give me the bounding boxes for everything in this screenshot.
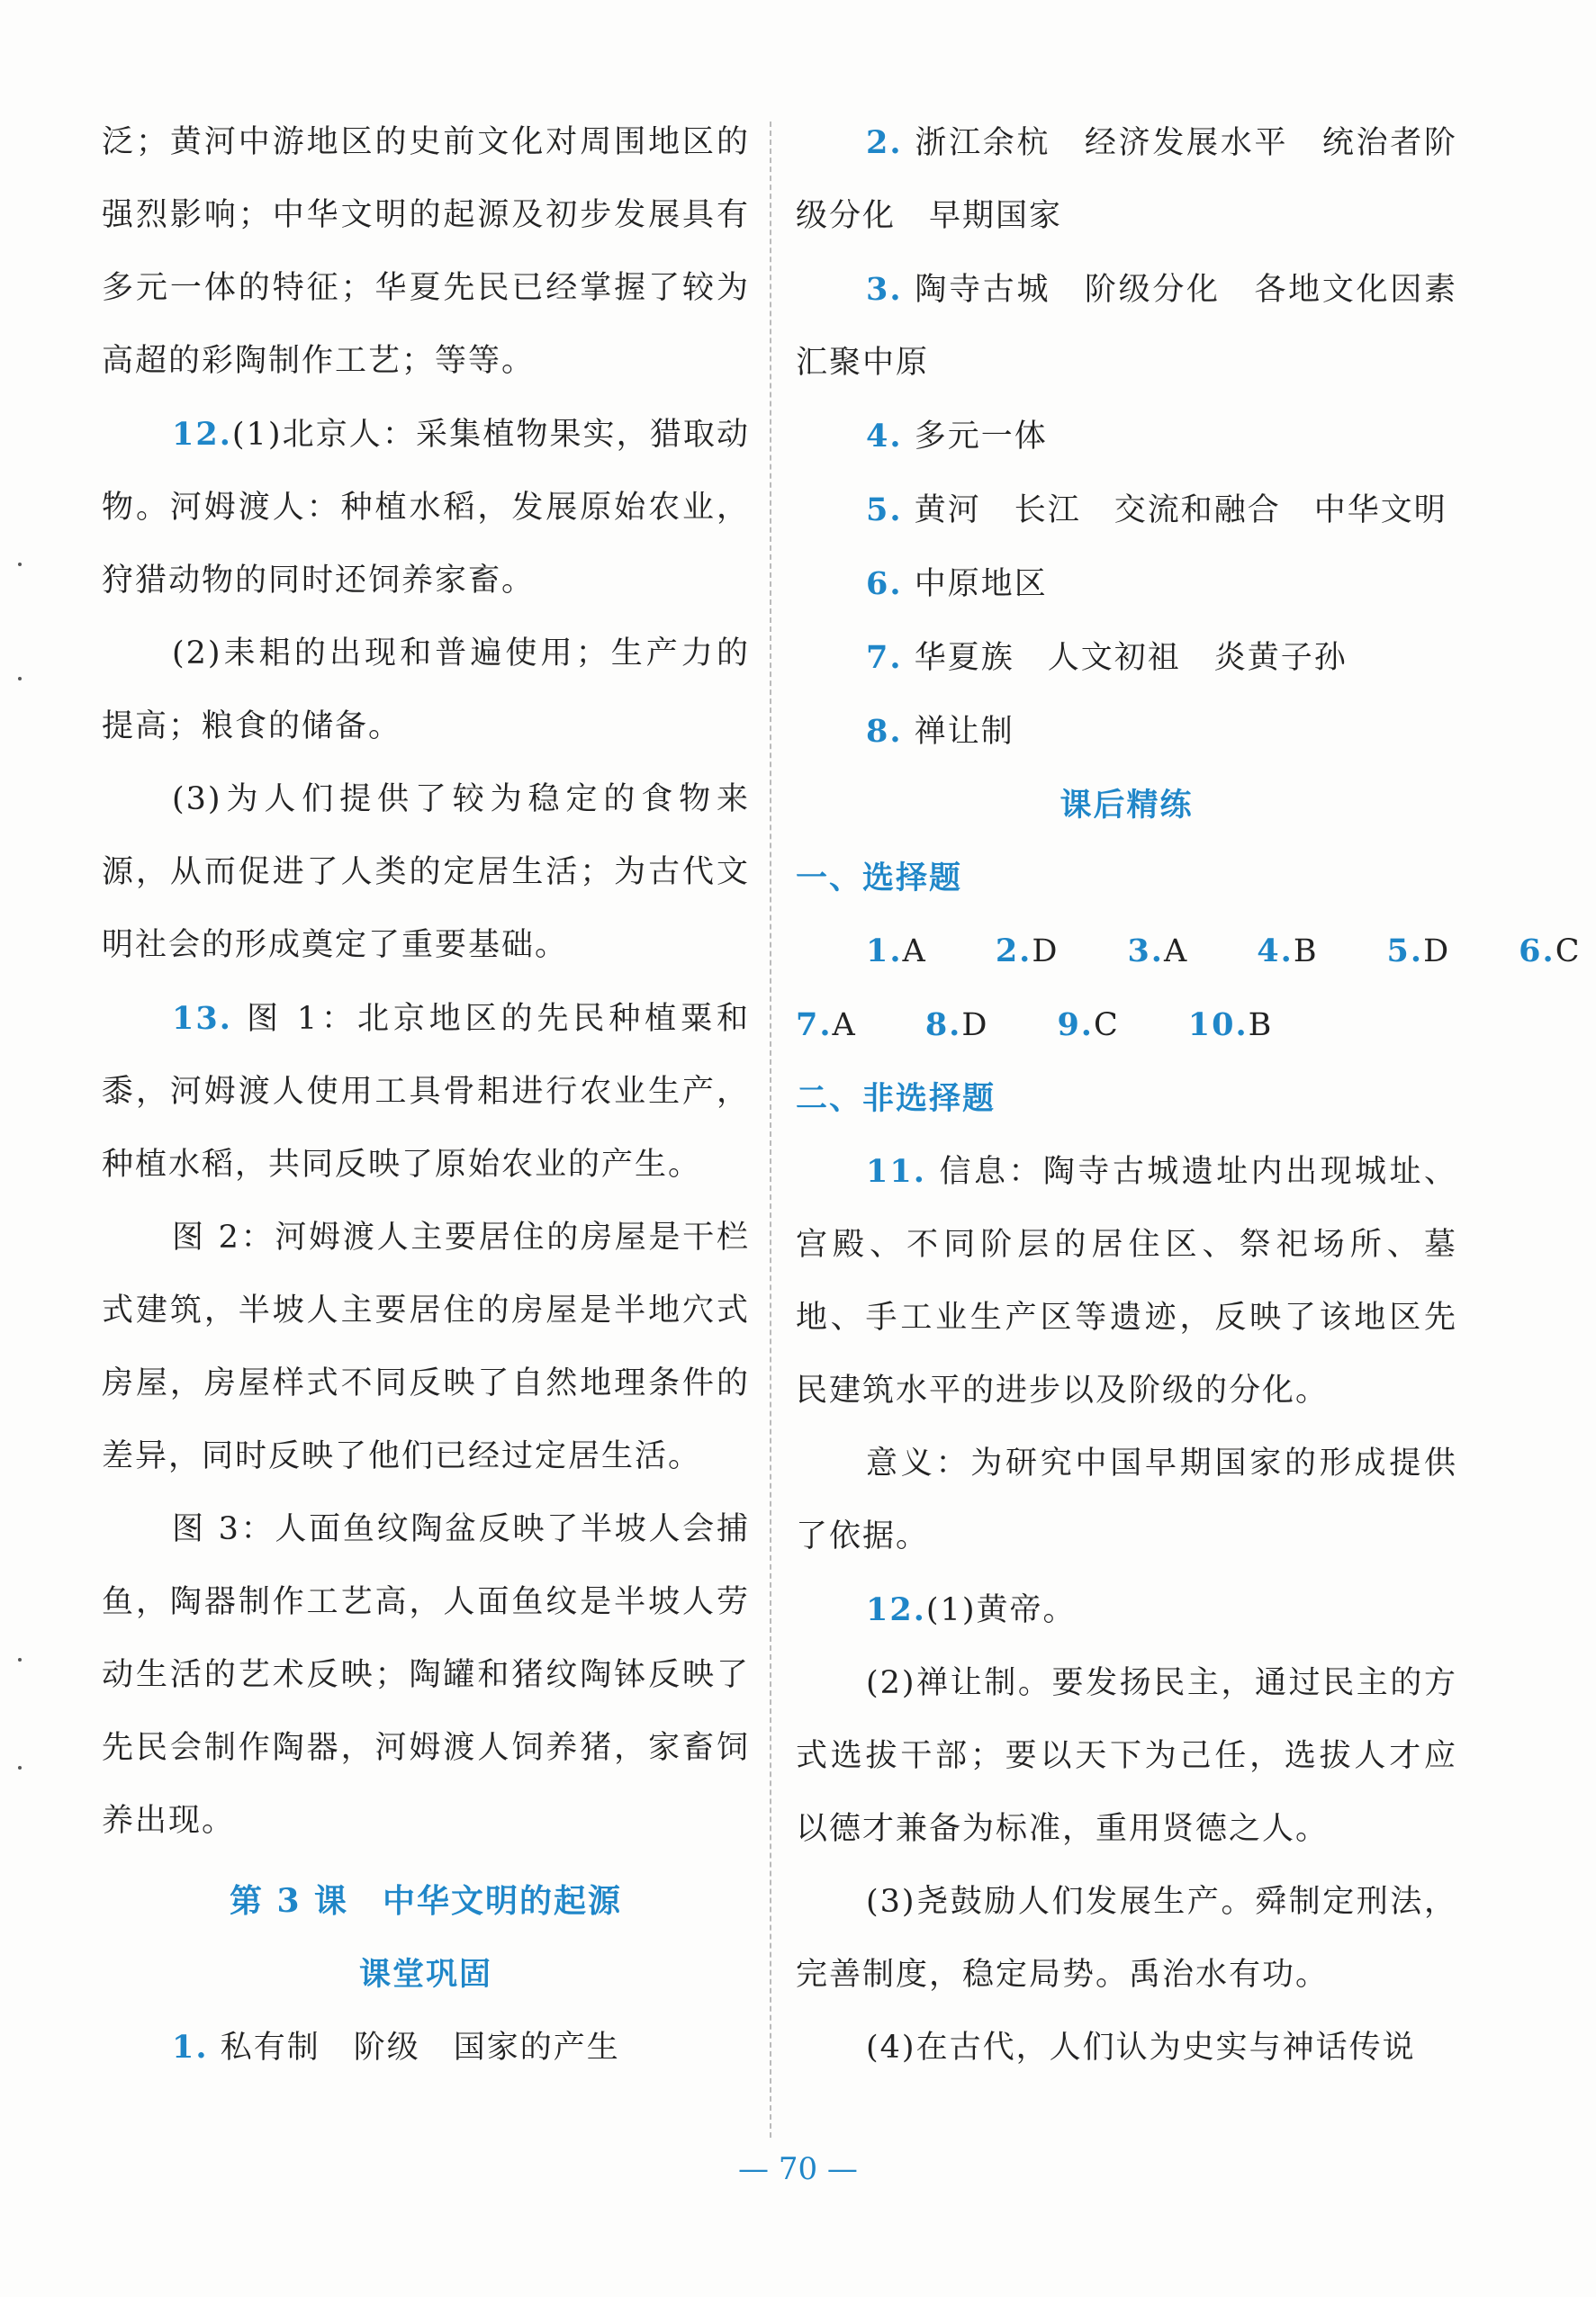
answer-item (102, 2011, 750, 2085)
choice-answer (1127, 933, 1222, 969)
choice-answer (1188, 1007, 1308, 1043)
answer-letter: D (1032, 933, 1059, 969)
answer-letter: A (1163, 933, 1189, 969)
answer-text: (4)在古代，人们认为史实与神话传说 (866, 2030, 1416, 2066)
choice-answers-row (796, 914, 1582, 988)
answer-item (796, 621, 1457, 695)
answer-text: 图 3：人面鱼纹陶盆反映了半坡人会捕鱼，陶器制作工艺高，人面鱼纹是半坡人劳动生活的艺术反映；陶罐和猪纹陶钵反映了先民会制作陶器，河姆渡人饲养猪，家畜饲养出现。 (102, 1511, 750, 1839)
page-number: — 70 — (738, 2151, 858, 2187)
answer-text: (2)禅让制。要发扬民主，通过民主的方式选拔干部；要以天下为己任，选拔人才应以德才兼备为标准，重用贤德之人。 (796, 1665, 1457, 1847)
answer-letter: B (1248, 1007, 1274, 1043)
question-number: 7. (866, 639, 903, 676)
answer-text: 浙江余杭 经济发展水平 统治者阶级分化 早期国家 (796, 125, 1457, 234)
column-divider (770, 122, 771, 2138)
question-number: 8. (866, 713, 903, 750)
choice-answer (1519, 933, 1596, 969)
margin-dot (18, 677, 22, 680)
question-number: 1. (172, 2029, 209, 2066)
choice-answer (1057, 1007, 1153, 1043)
answer-text: 多元一体 (914, 419, 1048, 455)
answer-text: 中原地区 (914, 566, 1048, 602)
answer-letter: B (1293, 933, 1319, 969)
answer-text: (1)黄帝。 (925, 1592, 1077, 1628)
answer-letter: A (832, 1007, 857, 1043)
nonchoice-heading: 二、非选择题 (796, 1080, 996, 1117)
choice-answer (866, 933, 961, 969)
choice-answer (796, 1007, 891, 1043)
answer-text: 图 2：河姆渡人主要居住的房屋是干栏式建筑，半坡人主要居住的房屋是半地穴式房屋，房屋样式不同反映了自然地理条件的差异，同时反映了他们已经过定居生活。 (102, 1220, 750, 1474)
question-number: 3. (1127, 932, 1164, 969)
choice-answers-row (796, 988, 1457, 1062)
question-number: 2. (866, 124, 903, 161)
margin-dot (18, 563, 22, 566)
answer-text: 黄河 长江 交流和融合 中华文明 (914, 492, 1447, 528)
question-number: 9. (1057, 1006, 1094, 1043)
question-number: 11. (866, 1153, 926, 1190)
choice-answer (1387, 933, 1485, 969)
answer-letter: D (961, 1007, 989, 1043)
answer-text: 陶寺古城 阶级分化 各地文化因素汇聚中原 (796, 272, 1457, 381)
answer-text: (2)耒耜的出现和普遍使用；生产力的提高；粮食的储备。 (102, 635, 750, 744)
question-number: 2. (995, 932, 1032, 969)
answer-text: (3)为人们提供了较为稳定的食物来源，从而促进了人类的定居生活；为古代文明社会的形成奠定了重要基础。 (102, 781, 750, 963)
right-column (796, 106, 1582, 2085)
answer-text: 意义：为研究中国早期国家的形成提供了依据。 (796, 1446, 1457, 1554)
answer-letter: D (1423, 933, 1451, 969)
question-13 (102, 982, 750, 1202)
answer-letter: C (1555, 933, 1582, 969)
choice-answer (1257, 933, 1352, 969)
answer-letter: C (1093, 1007, 1120, 1043)
question-number: 3. (866, 271, 903, 308)
question-number: 13. (172, 1000, 232, 1037)
answer-text: 图 1：北京地区的先民种植粟和黍，河姆渡人使用工具骨耜进行农业生产，种植水稻，共同反映了原始农业的产生。 (102, 1001, 750, 1183)
section-heading: 课堂巩固 (358, 1956, 492, 1993)
question-11 (796, 1135, 1457, 1428)
answer-text: (3)尧鼓励人们发展生产。舜制定刑法，完善制度，稳定局势。禹治水有功。 (796, 1884, 1457, 1993)
answer-item (796, 400, 1457, 473)
answer-text: (1)北京人：采集植物果实，猎取动物。河姆渡人：种植水稻，发展原始农业，狩猎动物的同时还饲养家畜。 (102, 417, 750, 599)
left-column (102, 106, 750, 2085)
question-number: 6. (866, 565, 903, 602)
answer-item (796, 547, 1457, 621)
question-number: 7. (796, 1006, 833, 1043)
choice-answer (996, 933, 1094, 969)
question-12 (796, 1573, 1457, 1647)
answer-text: 信息：陶寺古城遗址内出现城址、宫殿、不同阶层的居住区、祭祀场所、墓地、手工业生产区等遗迹，反映了该地区先民建筑水平的进步以及阶级的分化。 (796, 1154, 1457, 1409)
question-number: 6. (1519, 932, 1555, 969)
answer-item (796, 253, 1457, 400)
question-number: 4. (1257, 932, 1294, 969)
question-number: 5. (866, 491, 903, 528)
answer-item (796, 695, 1457, 769)
question-number: 12. (172, 416, 232, 453)
answer-letter: A (902, 933, 927, 969)
question-number: 4. (866, 418, 903, 455)
question-12 (102, 398, 750, 617)
question-number: 10. (1187, 1006, 1249, 1043)
question-number: 1. (866, 932, 903, 969)
margin-dot (18, 1766, 22, 1770)
paragraph: 泛；黄河中游地区的史前文化对周围地区的强烈影响；中华文明的起源及初步发展具有多元一体的特征；华夏先民已经掌握了较为高超的彩陶制作工艺；等等。 (102, 124, 750, 379)
choice-heading: 一、选择题 (796, 860, 963, 896)
choice-answer (925, 1007, 1023, 1043)
answer-text: 私有制 阶级 国家的产生 (220, 2030, 620, 2066)
answer-text: 华夏族 人文初祖 炎黄子孙 (914, 640, 1348, 676)
answer-item (796, 473, 1457, 547)
lesson-title: 第 3 课 中华文明的起源 (229, 1882, 623, 1920)
margin-dot (18, 1658, 22, 1662)
section-heading: 课后精练 (1059, 787, 1194, 824)
question-number: 5. (1386, 932, 1424, 969)
question-number: 12. (866, 1591, 926, 1628)
answer-text: 禅让制 (914, 714, 1014, 750)
answer-item (796, 106, 1457, 253)
question-number: 8. (924, 1006, 962, 1043)
